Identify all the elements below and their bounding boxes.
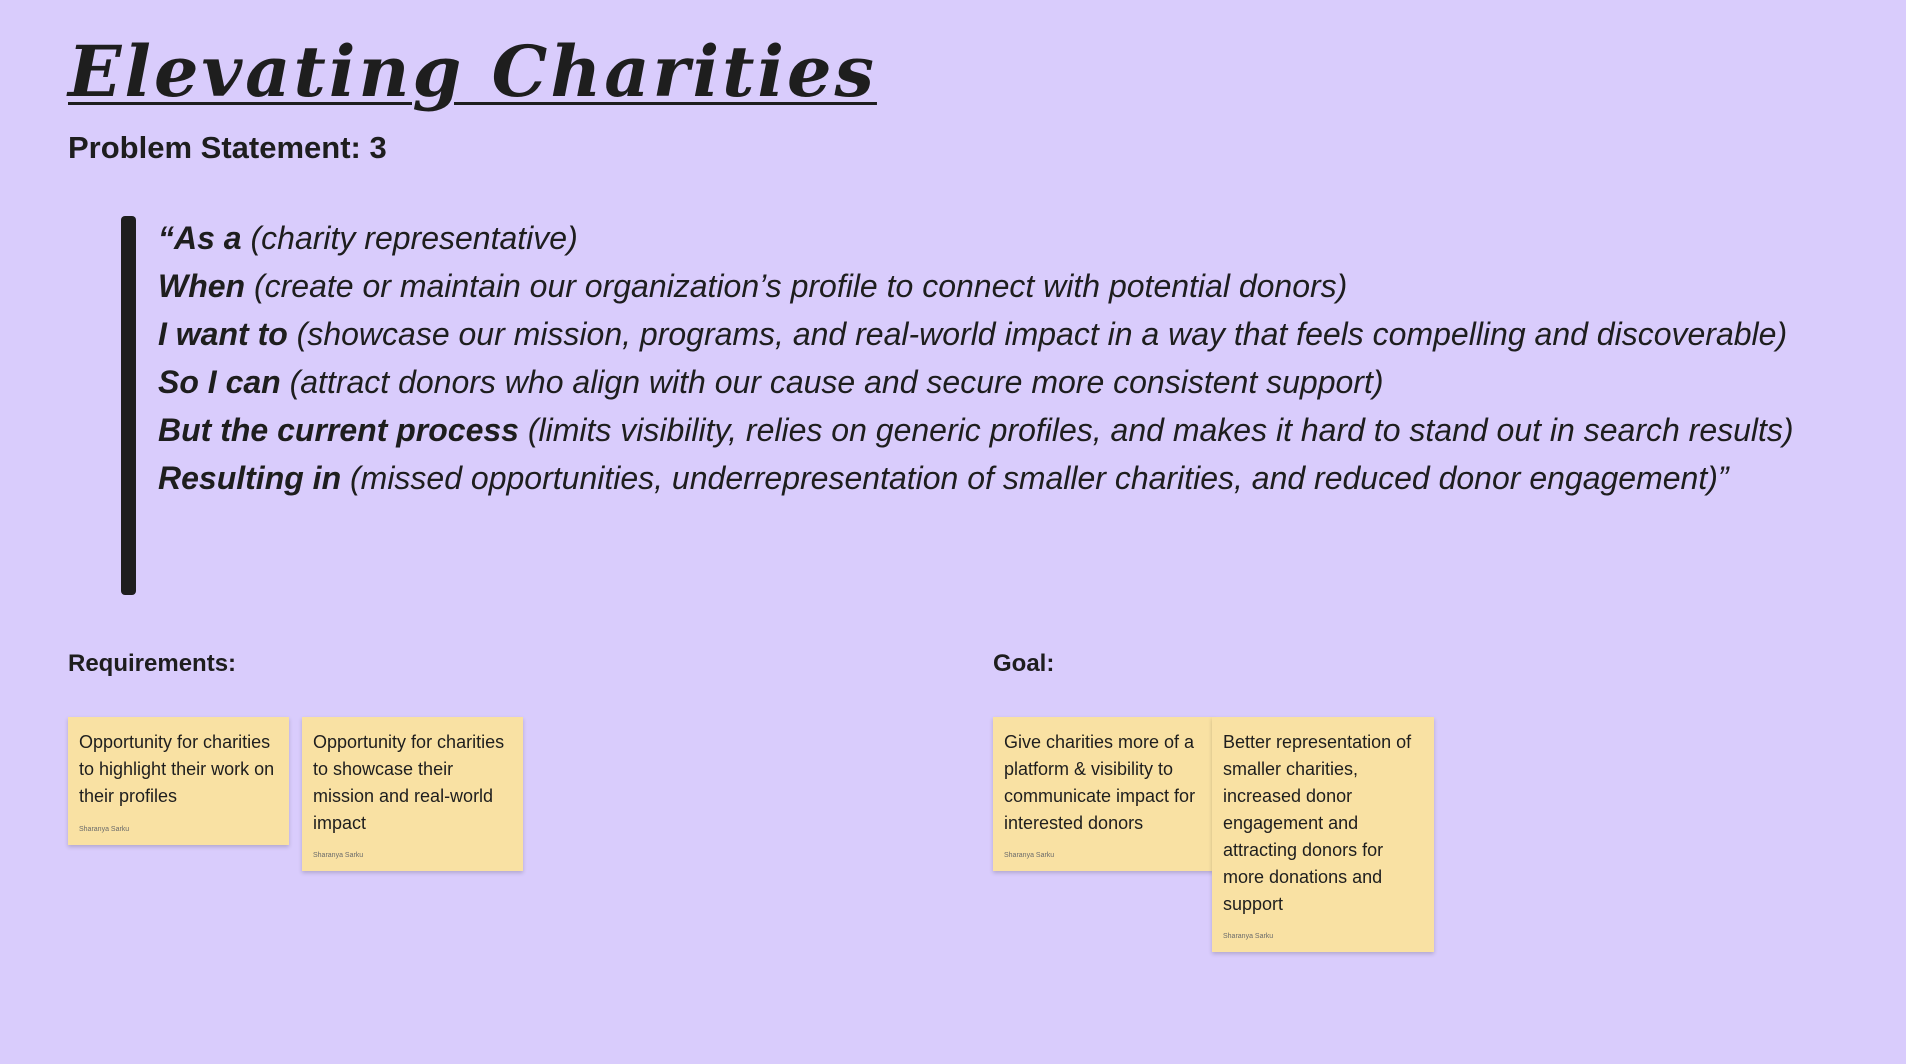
sticky-note-requirement-1[interactable] xyxy=(68,717,289,845)
sticky-note-author: Sharanya Sarku xyxy=(79,826,130,833)
quote-line-as-a: “As a (charity representative) xyxy=(158,220,578,256)
sticky-note-goal-2[interactable] xyxy=(1212,717,1434,952)
sticky-note-author: Sharanya Sarku xyxy=(1223,933,1274,940)
quote-line-i-want-to: I want to (showcase our mission, programs, and real-world impact in a way that feels compelling and discoverable) xyxy=(158,316,1788,352)
requirements-label[interactable]: Requirements: xyxy=(68,650,237,677)
sticky-note-text: Give charities more of a platform & visibility to communicate impact for interested donors xyxy=(1004,732,1196,833)
sticky-note-text: Opportunity for charities to showcase their mission and real-world impact xyxy=(313,732,505,833)
quote-bar xyxy=(121,216,136,595)
quote-line-when: When (create or maintain our organization’s profile to connect with potential donors) xyxy=(158,268,1348,304)
sticky-note-author: Sharanya Sarku xyxy=(1004,852,1055,859)
sticky-note-text: Better representation of smaller charities, increased donor engagement and attracting donors for more donations and support xyxy=(1223,732,1412,914)
problem-statement-quote[interactable] xyxy=(158,214,1858,502)
sticky-note-goal-1[interactable] xyxy=(993,717,1214,871)
quote-line-current-process: But the current process (limits visibility, relies on generic profiles, and makes it hard to stand out in search results) xyxy=(158,412,1794,448)
sticky-note-author: Sharanya Sarku xyxy=(313,852,364,859)
sticky-note-requirement-2[interactable] xyxy=(302,717,523,871)
problem-statement-heading[interactable]: Problem Statement: 3 xyxy=(68,130,387,165)
quote-line-resulting-in: Resulting in (missed opportunities, underrepresentation of smaller charities, and reduced donor engagement)” xyxy=(158,460,1729,496)
board-title[interactable]: Elevating Charities xyxy=(68,30,877,113)
goal-label[interactable]: Goal: xyxy=(993,650,1055,677)
quote-line-so-i-can: So I can (attract donors who align with our cause and secure more consistent support) xyxy=(158,364,1384,400)
sticky-note-text: Opportunity for charities to highlight their work on their profiles xyxy=(79,732,275,806)
